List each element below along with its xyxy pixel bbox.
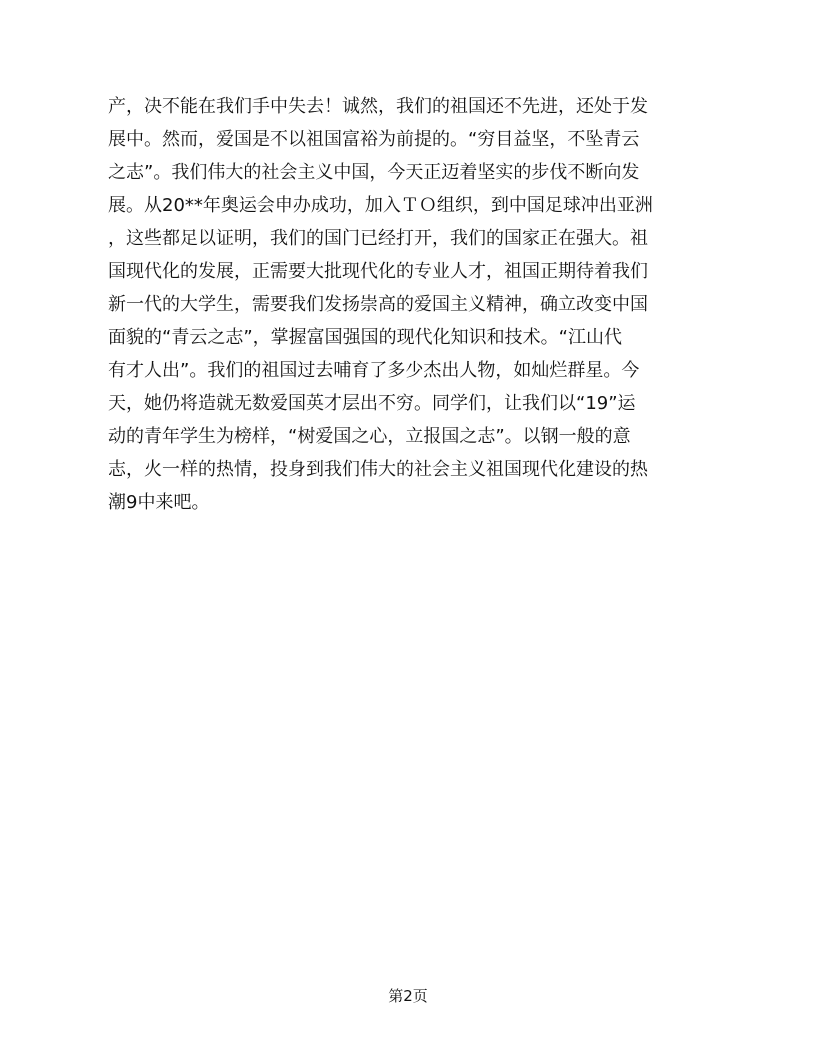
text-line: 潮9中来吧。 xyxy=(108,492,210,513)
text-line: 产，决不能在我们手中失去！诚然，我们的祖国还不先进，还处于发 xyxy=(108,96,648,117)
text-line: 之志”。我们伟大的社会主义中国，今天正迈着坚实的步伐不断向发 xyxy=(108,162,640,183)
text-line: 面貌的“青云之志”，掌握富国强国的现代化知识和技术。“江山代 xyxy=(108,327,622,348)
text-line: 动的青年学生为榜样，“树爱国之心，立报国之志”。以钢一般的意 xyxy=(108,426,631,447)
page-number: 第2页 xyxy=(388,987,428,1005)
text-line: 志，火一样的热情，投身到我们伟大的社会主义祖国现代化建设的热 xyxy=(108,459,648,480)
text-line: 展中。然而，爱国是不以祖国富裕为前提的。“穷目益坚，不坠青云 xyxy=(108,129,640,150)
text-line: 天，她仍将造就无数爱国英才层出不穷。同学们，让我们以“19”运 xyxy=(108,393,636,414)
text-line: 新一代的大学生，需要我们发扬崇高的爱国主义精神，确立改变中国 xyxy=(108,294,648,315)
text-line: 国现代化的发展，正需要大批现代化的专业人才，祖国正期待着我们 xyxy=(108,261,648,282)
text-line: 展。从20**年奥运会申办成功，加入ＴＯ组织，到中国足球冲出亚洲 xyxy=(108,195,653,216)
text-line: ，这些都足以证明，我们的国门已经打开，我们的国家正在强大。祖 xyxy=(108,228,648,249)
text-line: 有才人出”。我们的祖国过去哺育了多少杰出人物，如灿烂群星。今 xyxy=(108,360,640,381)
body-text xyxy=(108,90,718,519)
